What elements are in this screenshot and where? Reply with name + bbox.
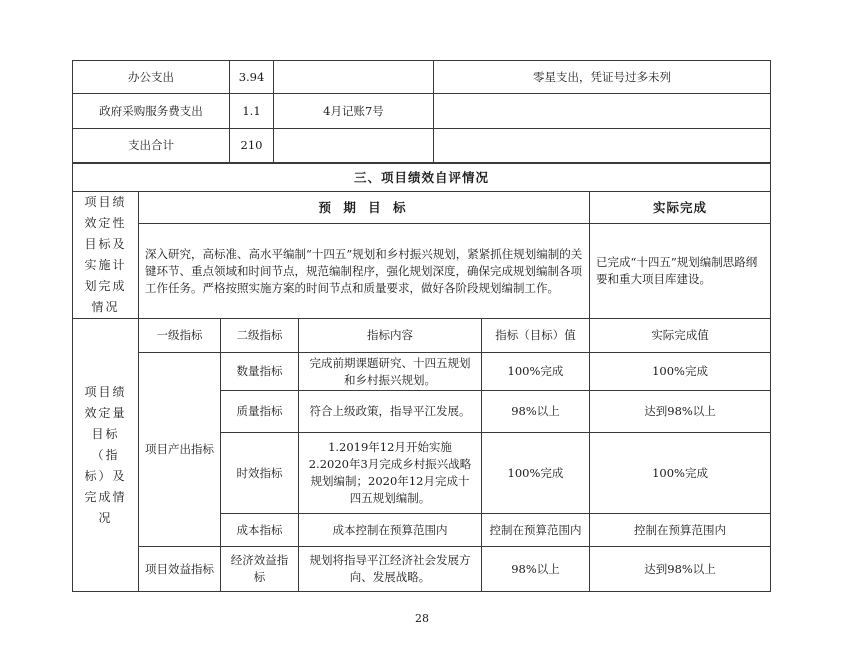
- indicator-level2: 数量指标: [221, 353, 299, 391]
- section-title: 三、项目绩效自评情况: [73, 164, 771, 192]
- expense-row: [73, 61, 771, 94]
- content-header: 指标内容: [299, 319, 482, 353]
- indicator-level2: 成本指标: [221, 514, 299, 547]
- indicator-content: 符合上级政策，指导平江发展。: [299, 391, 482, 433]
- indicator-actual: 达到98%以上: [590, 547, 771, 592]
- indicator-target: 100%完成: [482, 433, 590, 514]
- expected-goal-header: 预 期 目 标: [139, 192, 590, 224]
- level1-header: 一级指标: [139, 319, 221, 353]
- indicator-target: 控制在预算范围内: [482, 514, 590, 547]
- indicator-content: 完成前期课题研究、十四五规划和乡村振兴规划。: [299, 353, 482, 391]
- expense-amount: 1.1: [230, 94, 274, 129]
- indicator-content: 成本控制在预算范围内: [299, 514, 482, 547]
- expense-note: [274, 61, 434, 94]
- indicator-target: 98%以上: [482, 391, 590, 433]
- expense-name: 办公支出: [73, 61, 230, 94]
- indicator-actual: 100%完成: [590, 353, 771, 391]
- expense-name: 政府采购服务费支出: [73, 94, 230, 129]
- section-title-row: [73, 164, 771, 192]
- expense-amount: 210: [230, 129, 274, 163]
- performance-table: [72, 163, 771, 592]
- indicator-content: 规划将指导平江经济社会发展方向、发展战略。: [299, 547, 482, 592]
- target-header: 指标（目标）值: [482, 319, 590, 353]
- indicator-level2: 经济效益指标: [221, 547, 299, 592]
- expense-remark: 零星支出，凭证号过多未列: [434, 61, 771, 94]
- indicator-level2: 质量指标: [221, 391, 299, 433]
- indicator-target: 98%以上: [482, 547, 590, 592]
- expense-amount: 3.94: [230, 61, 274, 94]
- actual-completion-header: 实际完成: [590, 192, 771, 224]
- quantitative-label: 项目绩效定量目标（指标）及完成情况: [73, 319, 139, 592]
- expense-note: 4月记账7号: [274, 94, 434, 129]
- indicator-actual: 控制在预算范围内: [590, 514, 771, 547]
- qualitative-label: 项目绩效定性目标及实施计划完成情况: [73, 192, 139, 319]
- expense-remark: [434, 94, 771, 129]
- indicator-row: [73, 547, 771, 592]
- qualitative-header-row: [73, 192, 771, 224]
- expense-total-row: [73, 129, 771, 163]
- expense-name: 支出合计: [73, 129, 230, 163]
- qualitative-content-row: [73, 224, 771, 319]
- actual-completion-text: 已完成“十四五”规划编制思路纲要和重大项目库建设。: [590, 224, 771, 319]
- expected-goal-text: 深入研究，高标准、高水平编制“十四五”规划和乡村振兴规划，紧紧抓住规划编制的关键环节、重点领域和时间节点，规范编制程序，强化规划深度，确保完成规划编制各项工作任务。严格按照实施方案的时间节点和质量要求，做好各阶段规划编制工作。: [139, 224, 590, 319]
- expense-table: [72, 60, 771, 163]
- actual-value-header: 实际完成值: [590, 319, 771, 353]
- indicator-actual: 100%完成: [590, 433, 771, 514]
- expense-note: [274, 129, 434, 163]
- expense-remark: [434, 129, 771, 163]
- indicator-level2: 时效指标: [221, 433, 299, 514]
- benefit-indicator-group: 项目效益指标: [139, 547, 221, 592]
- output-indicator-group: 项目产出指标: [139, 353, 221, 547]
- quantitative-header-row: [73, 319, 771, 353]
- page-number: 28: [415, 612, 429, 625]
- level2-header: 二级指标: [221, 319, 299, 353]
- expense-row: [73, 94, 771, 129]
- indicator-row: [73, 353, 771, 391]
- indicator-target: 100%完成: [482, 353, 590, 391]
- indicator-content: 1.2019年12月开始实施 2.2020年3月完成乡村振兴战略规划编制；2020年12月完成十四五规划编制。: [299, 433, 482, 514]
- indicator-actual: 达到98%以上: [590, 391, 771, 433]
